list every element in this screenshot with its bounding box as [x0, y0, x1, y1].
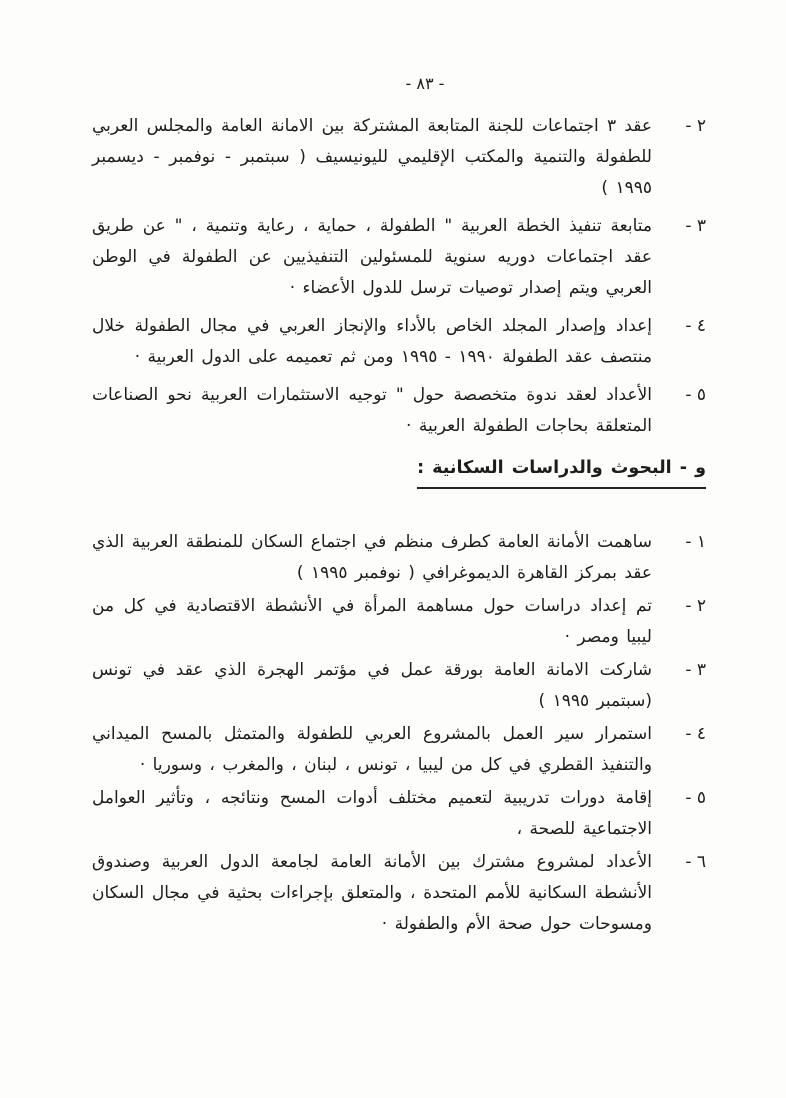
page-number: - ٨٣ -	[405, 74, 445, 93]
item-text: استمرار سير العمل بالمشروع العربي للطفولة والمتمثل بالمسح الميداني والتنفيذ القطري في كل من ليبيا ، تونس ، لبنان ، والمغرب ، وسوريا ·	[92, 724, 652, 775]
item-number: ٣ -	[685, 660, 706, 680]
item-number: ٢ -	[685, 116, 706, 136]
section-heading: و - البحوث والدراسات السكانية :	[417, 456, 706, 489]
list-item	[92, 847, 706, 940]
list-item	[92, 655, 706, 717]
list-item	[92, 311, 706, 373]
item-number: ٤ -	[685, 724, 706, 744]
item-text: شاركت الامانة العامة بورقة عمل في مؤتمر الهجرة الذي عقد في تونس (سبتمبر ١٩٩٥ )	[92, 660, 652, 711]
item-number: ٤ -	[685, 316, 706, 336]
item-number: ٣ -	[685, 216, 706, 236]
list-item	[92, 783, 706, 845]
item-text: الأعداد لعقد ندوة متخصصة حول " توجيه الاستثمارات العربية نحو الصناعات المتعلقة بحاجات الطفولة العربية ·	[92, 385, 652, 436]
item-text: تم إعداد دراسات حول مساهمة المرأة في الأنشطة الاقتصادية في كل من ليبيا ومصر ·	[92, 596, 652, 647]
list-item	[92, 211, 706, 304]
item-text: عقد ٣ اجتماعات للجنة المتابعة المشتركة بين الامانة العامة والمجلس العربي للطفولة والتنمية والمكتب الإقليمي لليونيسيف ( سبتمبر - نوفمبر - ديسمبر ١٩٩٥ )	[92, 116, 652, 198]
activities-list	[92, 111, 706, 442]
item-number: ٥ -	[685, 385, 706, 405]
item-number: ١ -	[685, 532, 706, 552]
item-number: ٦ -	[685, 852, 706, 872]
item-text: متابعة تنفيذ الخطة العربية " الطفولة ، حماية ، رعاية وتنمية ، " عن طريق عقد اجتماعات دوريه سنوية للمسئولين التنفيذيين عن الطفولة في الوطن العربي ويتم إصدار توصيات ترسل للدول الأعضاء ·	[92, 216, 652, 298]
list-item	[92, 591, 706, 653]
item-text: إعداد وإصدار المجلد الخاص بالأداء والإنجاز العربي في مجال الطفولة خلال منتصف عقد الطفولة ١٩٩٠ - ١٩٩٥ ومن ثم تعميمه على الدول العربية ·	[92, 316, 652, 367]
item-number: ٢ -	[685, 596, 706, 616]
list-item	[92, 719, 706, 781]
item-text: ساهمت الأمانة العامة كطرف منظم في اجتماع السكان للمنطقة العربية الذي عقد بمركز القاهرة الديموغرافي ( نوفمبر ١٩٩٥ )	[92, 532, 652, 583]
section-heading-row	[92, 456, 706, 489]
list-item	[92, 111, 706, 204]
list-item	[92, 527, 706, 589]
item-text: إقامة دورات تدريبية لتعميم مختلف أدوات المسح ونتائجه ، وتأثير العوامل الاجتماعية للصحة ،	[92, 788, 652, 839]
list-item	[92, 380, 706, 442]
population-research-list	[92, 527, 706, 940]
item-number: ٥ -	[685, 788, 706, 808]
item-text: الأعداد لمشروع مشترك بين الأمانة العامة لجامعة الدول العربية وصندوق الأنشطة السكانية للأمم المتحدة ، والمتعلق بإجراءات بحثية في مجال السكان ومسوحات حول صحة الأم والطفولة ·	[92, 852, 652, 934]
